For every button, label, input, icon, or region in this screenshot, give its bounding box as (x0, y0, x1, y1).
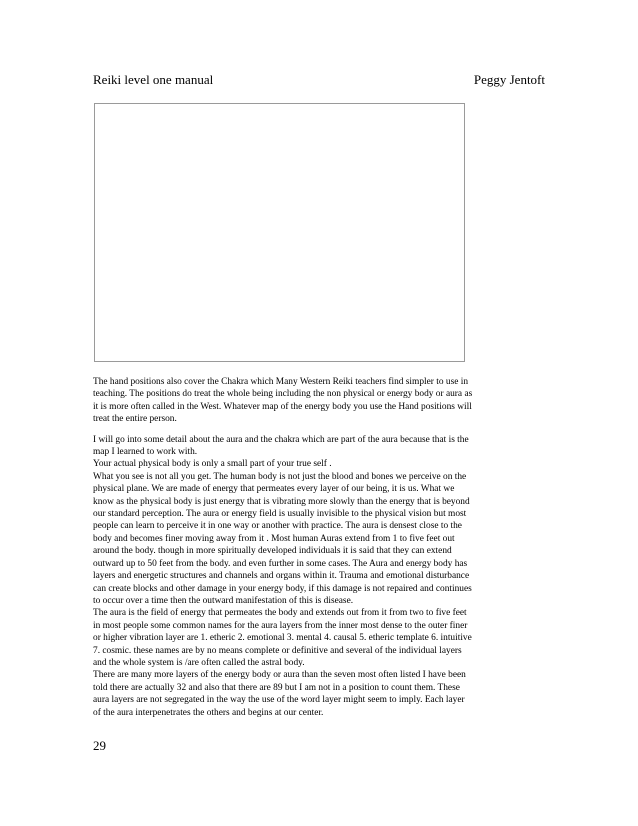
text-line: The hand positions also cover the Chakra which Many Western Reiki teachers find simpler to use in (93, 377, 469, 387)
text-line: people can learn to perceive it in one way or another with practice. The aura is densest close to the (93, 521, 462, 532)
text-line: There are many more layers of the energy body or aura than the seven most often listed I have been (93, 670, 466, 681)
text-line: to occur over a time then the outward manifestation of this is disease. (93, 595, 354, 606)
text-line: layers and energetic structures and channels and organs within it. Trauma and emotional disturbance (93, 571, 470, 582)
blank-image-frame (94, 103, 465, 362)
text-line: and the whole system is /are often called the astral body. (93, 657, 305, 668)
text-line: body and becomes finer moving away from it . Most human Auras extend from 1 to five feet out (93, 533, 455, 544)
text-line: physical plane. We are made of energy that permeates every layer of our being, it is us. What we (93, 484, 455, 495)
text-line: The aura is the field of energy that permeates the body and extends out from it from two to five feet (93, 608, 467, 619)
text-line: aura layers are not segregated in the way the use of the word layer might seem to imply. Each layer (93, 695, 465, 706)
paragraph (93, 434, 529, 719)
text-line: 7. cosmic. these names are by no means complete or definitive and several of the individual layers (93, 645, 462, 656)
document-title: Reiki level one manual (93, 72, 214, 87)
text-line: around the body. though in more spiritually developed individuals it is said that they can extend (93, 546, 452, 557)
body-text (93, 376, 529, 719)
text-line: I will go into some detail about the aura and the chakra which are part of the aura because that is the (93, 434, 469, 445)
text-line: teaching. The positions do treat the whole being including the non physical or energy body or aura as (93, 389, 473, 400)
text-line: told there are actually 32 and also that there are 89 but I am not in a position to count them. These (93, 682, 460, 693)
text-line: outward up to 50 feet from the body. and even further in some cases. The Aura and energy body has (93, 558, 468, 569)
text-line: What you see is not all you get. The human body is not just the blood and bones we perceive on the (93, 471, 467, 482)
text-line: can create blocks and other damage in your energy body, if this damage is not repaired and continues (93, 583, 472, 594)
text-line: or higher vibration layer are 1. etheric 2. emotional 3. mental 4. causal 5. etheric template 6. intuitive (93, 633, 472, 644)
page-number: 29 (93, 738, 106, 753)
paragraph (93, 376, 529, 426)
text-line: it is more often called in the West. Whatever map of the energy body you use the Hand positions will (93, 401, 472, 412)
text-line: our standard perception. The aura or energy field is usually invisible to the physical vision but most (93, 509, 467, 520)
text-line: of the aura interpenetrates the others and begins at our center. (93, 707, 324, 718)
text-line: in most people some common names for the aura layers from the inner most dense to the outer finer (93, 620, 468, 631)
text-line: treat the entire person. (93, 414, 177, 425)
text-line: Your actual physical body is only a small part of your true self . (93, 459, 332, 470)
document-author: Peggy Jentoft (473, 72, 545, 87)
text-line: map I learned to work with. (93, 447, 198, 458)
text-line: know as the physical body is just energy that is vibrating more slowly than the energy that is beyond (93, 496, 470, 507)
